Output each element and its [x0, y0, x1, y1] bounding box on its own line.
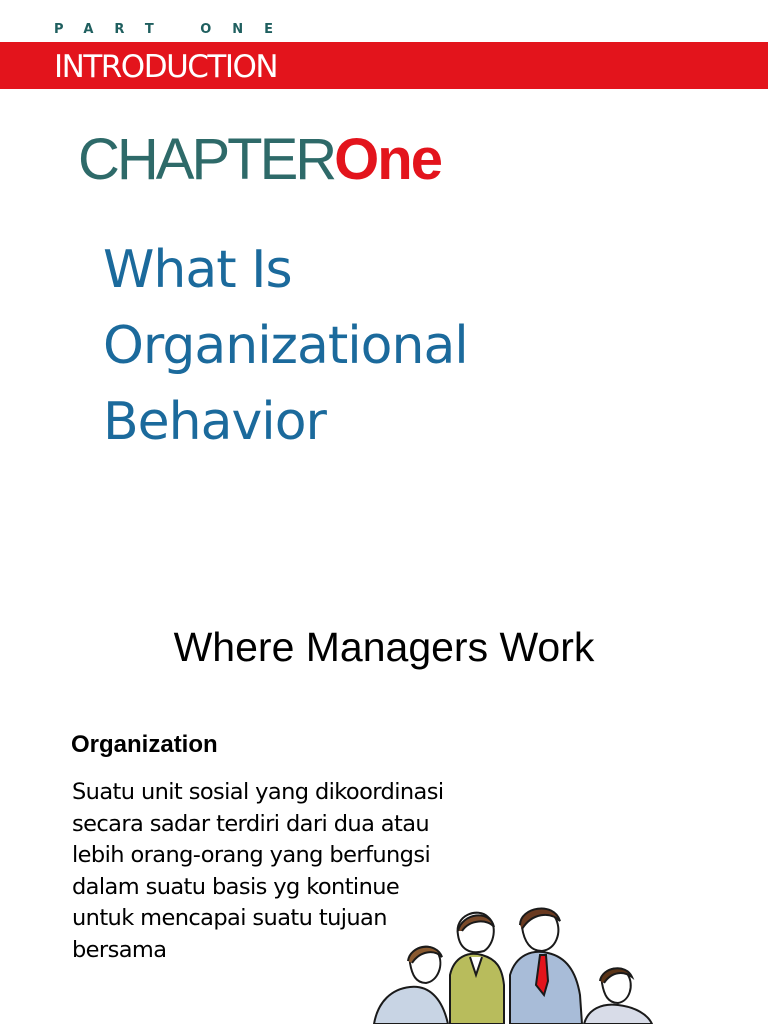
section-title: INTRODUCTION	[54, 49, 278, 85]
page-title	[103, 232, 468, 460]
title-line: Behavior	[103, 392, 326, 452]
subheading: Where Managers Work	[173, 624, 595, 670]
definition-line: bersama	[72, 936, 167, 963]
chapter-word: CHAPTER	[78, 127, 335, 192]
definition-line: Suatu unit sosial yang dikoordinasi	[72, 779, 444, 805]
section-banner	[0, 42, 768, 89]
term-heading: Organization	[71, 731, 218, 758]
title-line: Organizational	[103, 316, 468, 376]
definition-line: untuk mencapai suatu tujuan	[72, 905, 387, 931]
man-figure-center	[510, 909, 582, 1024]
man-figure-right	[584, 968, 652, 1024]
chapter-heading	[78, 128, 441, 207]
woman-figure	[450, 913, 504, 1024]
part-label: PART ONE	[54, 22, 295, 37]
definition-line: lebih orang-orang yang berfungsi	[72, 842, 431, 868]
chapter-number: One	[334, 127, 441, 192]
title-line: What Is	[103, 240, 292, 300]
managers-group-clipart	[370, 905, 660, 1024]
man-figure-left	[374, 947, 448, 1024]
definition-line: dalam suatu basis yg kontinue	[72, 873, 400, 900]
definition-line: secara sadar terdiri dari dua atau	[72, 810, 430, 837]
